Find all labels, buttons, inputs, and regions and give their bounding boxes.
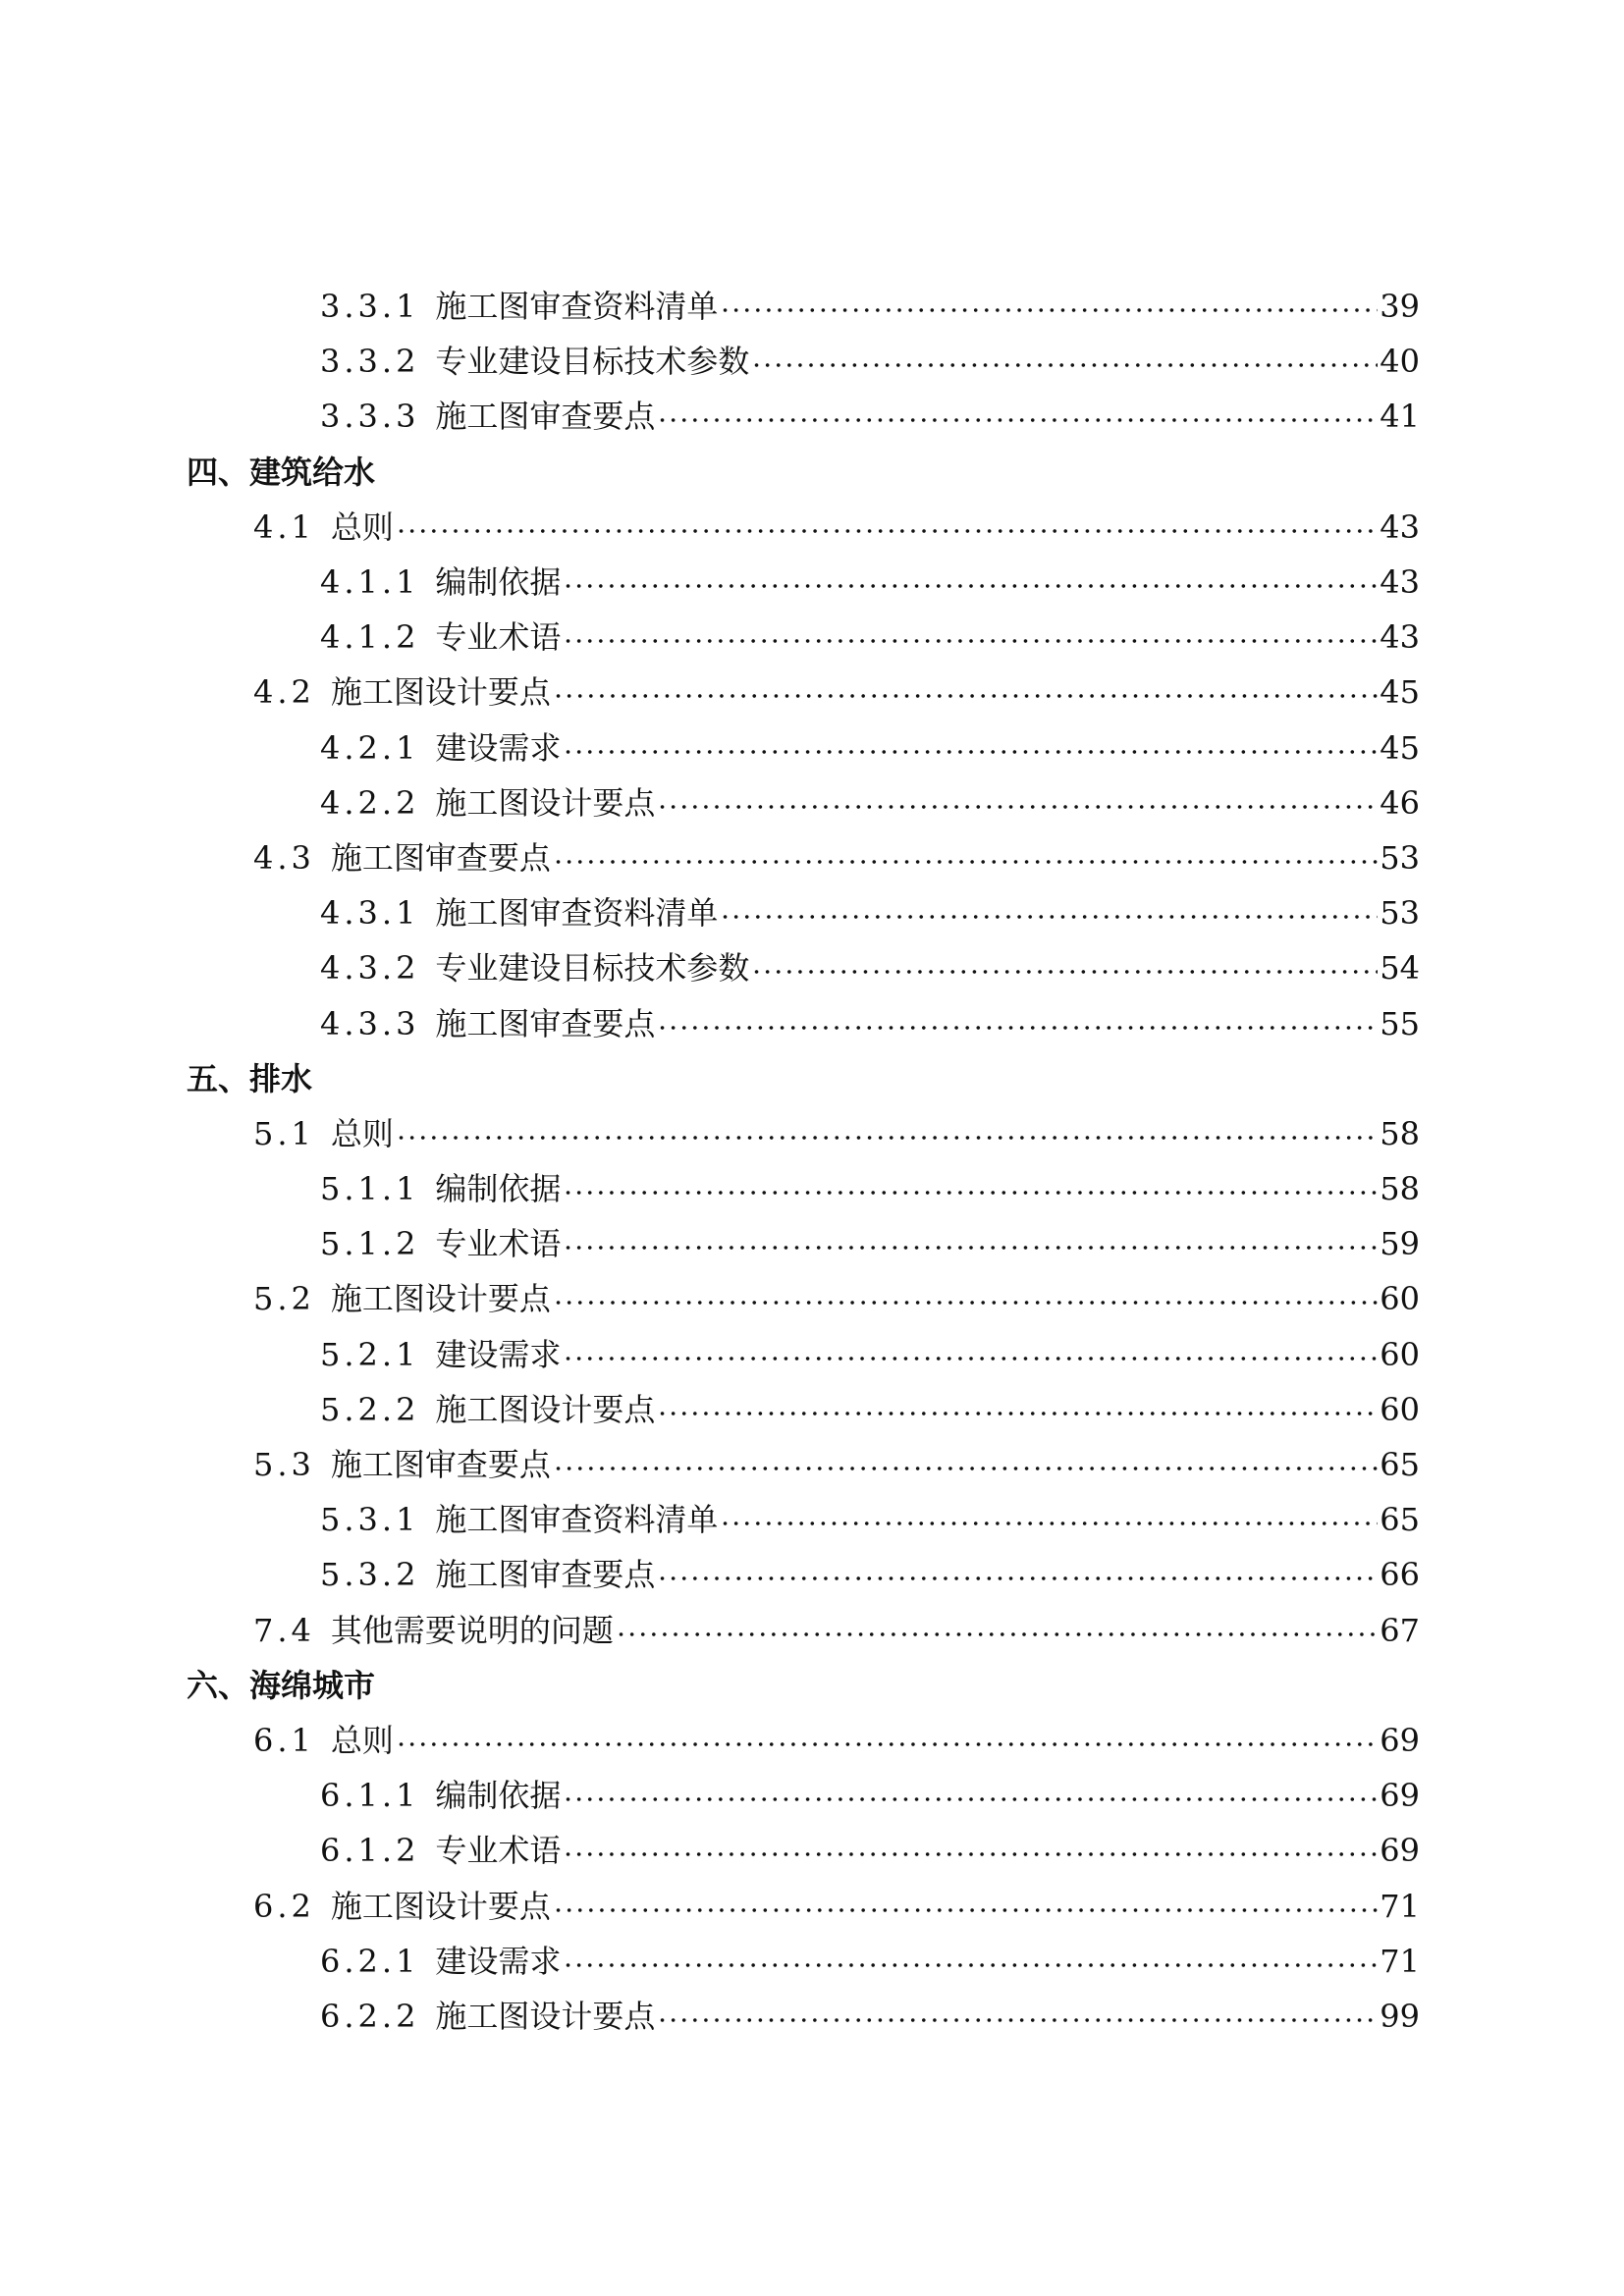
dot-leader [563,749,1378,755]
section-number: 4.3.1 [320,894,420,933]
page-number: 60 [1380,1390,1420,1428]
section-number: 5.3.1 [320,1501,420,1539]
chapter-title: 六、海绵城市 [187,1666,376,1704]
section-title: 施工图审查要点 [330,1446,551,1484]
page-number: 60 [1380,1335,1420,1373]
page-number: 58 [1380,1170,1420,1208]
section-number: 5.3.2 [320,1556,420,1594]
section-title: 编制依据 [435,1777,562,1815]
page-number: 69 [1380,1721,1420,1759]
section-title: 施工图审查要点 [435,1004,656,1042]
page-number: 55 [1380,1004,1420,1042]
dot-leader [751,362,1378,368]
dot-leader [563,638,1378,644]
dot-leader [396,528,1378,534]
dot-leader [616,1631,1378,1637]
page-number: 58 [1380,1114,1420,1152]
page-number: 60 [1380,1280,1420,1318]
toc-entry [0,334,1624,389]
toc-entry [0,1713,1624,1768]
page-number: 43 [1380,563,1420,602]
section-title: 建设需求 [435,1335,562,1373]
dot-leader [657,417,1378,423]
dot-leader [563,1796,1378,1802]
section-title: 建设需求 [435,728,562,767]
toc-entry [0,1327,1624,1382]
page-number: 99 [1380,1997,1420,2035]
section-title: 施工图设计要点 [330,1887,551,1925]
dot-leader [657,1025,1378,1031]
section-number: 4.2.1 [320,728,420,767]
dot-leader [720,914,1378,920]
section-title: 专业建设目标技术参数 [435,949,750,988]
section-number: 6.2 [253,1887,315,1925]
section-title: 专业建设目标技术参数 [435,343,750,381]
section-title: 施工图审查资料清单 [435,1501,719,1539]
page-number: 43 [1380,618,1420,657]
section-title: 施工图审查要点 [435,1556,656,1594]
section-number: 4.2 [253,673,315,712]
section-title: 施工图审查要点 [435,398,656,436]
page-number: 53 [1380,838,1420,877]
dot-leader [720,1521,1378,1526]
section-title: 施工图审查要点 [330,838,551,877]
page-number: 66 [1380,1556,1420,1594]
section-title: 其他需要说明的问题 [330,1611,614,1649]
section-number: 6.1.1 [320,1777,420,1815]
section-number: 6.2.2 [320,1997,420,2035]
toc-entry [0,1768,1624,1823]
section-title: 施工图设计要点 [435,1390,656,1428]
section-number: 4.3.2 [320,949,420,988]
dot-leader [396,1135,1378,1141]
section-title: 施工图审查资料清单 [435,288,719,326]
section-number: 5.2.2 [320,1390,420,1428]
section-number: 4.3.3 [320,1004,420,1042]
dot-leader [720,307,1378,313]
section-title: 专业术语 [435,1225,562,1263]
toc-entry [0,1161,1624,1216]
section-title: 专业术语 [435,1832,562,1870]
dot-leader [396,1741,1378,1747]
toc-entry [0,775,1624,830]
dot-leader [553,1907,1378,1913]
table-of-contents [0,279,1624,2044]
toc-entry [0,1989,1624,2044]
toc-entry [0,1934,1624,1989]
page-number: 53 [1380,894,1420,933]
section-title: 编制依据 [435,563,562,602]
toc-entry [0,1492,1624,1547]
page-number: 65 [1380,1446,1420,1484]
section-number: 3.3.1 [320,288,420,326]
section-title: 总则 [330,507,394,546]
dot-leader [657,1411,1378,1416]
toc-entry [0,885,1624,940]
dot-leader [553,1300,1378,1306]
toc-entry [0,500,1624,555]
page-number: 59 [1380,1225,1420,1263]
dot-leader [657,804,1378,810]
section-number: 5.1.2 [320,1225,420,1263]
dot-leader [563,1190,1378,1196]
section-number: 5.2.1 [320,1335,420,1373]
toc-entry [0,1437,1624,1492]
section-title: 建设需求 [435,1942,562,1980]
toc-entry [0,1878,1624,1933]
dot-leader [553,693,1378,699]
section-number: 5.1.1 [320,1170,420,1208]
toc-entry [0,610,1624,665]
section-number: 5.1 [253,1114,315,1152]
dot-leader [657,2017,1378,2023]
section-number: 5.3 [253,1446,315,1484]
page-number: 45 [1380,673,1420,712]
dot-leader [563,1356,1378,1362]
toc-entry [0,665,1624,720]
dot-leader [563,1245,1378,1251]
toc-entry [0,1271,1624,1326]
section-title: 总则 [330,1114,394,1152]
section-title: 施工图设计要点 [435,1997,656,2035]
dot-leader [563,1962,1378,1968]
page-number: 71 [1380,1942,1420,1980]
toc-chapter-heading [0,1658,1624,1713]
dot-leader [751,969,1378,975]
page-number: 54 [1380,949,1420,988]
page-number: 69 [1380,1832,1420,1870]
section-number: 3.3.2 [320,343,420,381]
section-number: 6.1 [253,1721,315,1759]
page-number: 46 [1380,783,1420,822]
page-number: 65 [1380,1501,1420,1539]
dot-leader [657,1575,1378,1581]
page-number: 43 [1380,507,1420,546]
section-number: 4.1 [253,507,315,546]
page-number: 69 [1380,1777,1420,1815]
section-number: 7.4 [253,1611,315,1649]
dot-leader [563,1851,1378,1857]
section-title: 施工图设计要点 [330,1280,551,1318]
toc-entry [0,1216,1624,1271]
toc-entry [0,1603,1624,1658]
section-title: 编制依据 [435,1170,562,1208]
section-number: 6.2.1 [320,1942,420,1980]
dot-leader [553,859,1378,865]
page-number: 67 [1380,1611,1420,1649]
section-title: 施工图设计要点 [435,783,656,822]
toc-entry [0,279,1624,334]
section-number: 4.1.2 [320,618,420,657]
toc-chapter-heading [0,445,1624,500]
section-number: 4.2.2 [320,783,420,822]
toc-entry [0,1106,1624,1161]
toc-entry [0,1823,1624,1878]
section-title: 施工图设计要点 [330,673,551,712]
chapter-title: 四、建筑给水 [187,453,376,491]
section-number: 3.3.3 [320,398,420,436]
section-number: 5.2 [253,1280,315,1318]
toc-entry [0,830,1624,885]
section-title: 施工图审查资料清单 [435,894,719,933]
page-number: 40 [1380,343,1420,381]
page-number: 41 [1380,398,1420,436]
section-number: 4.3 [253,838,315,877]
dot-leader [563,583,1378,589]
section-title: 专业术语 [435,618,562,657]
chapter-title: 五、排水 [187,1059,313,1097]
page-number: 71 [1380,1887,1420,1925]
page-number: 39 [1380,288,1420,326]
toc-entry [0,1547,1624,1602]
section-title: 总则 [330,1721,394,1759]
toc-entry [0,389,1624,444]
dot-leader [553,1466,1378,1471]
section-number: 4.1.1 [320,563,420,602]
toc-entry [0,995,1624,1050]
section-number: 6.1.2 [320,1832,420,1870]
page-number: 45 [1380,728,1420,767]
toc-entry [0,940,1624,995]
toc-entry [0,721,1624,775]
toc-chapter-heading [0,1051,1624,1106]
toc-entry [0,1382,1624,1437]
toc-entry [0,555,1624,610]
